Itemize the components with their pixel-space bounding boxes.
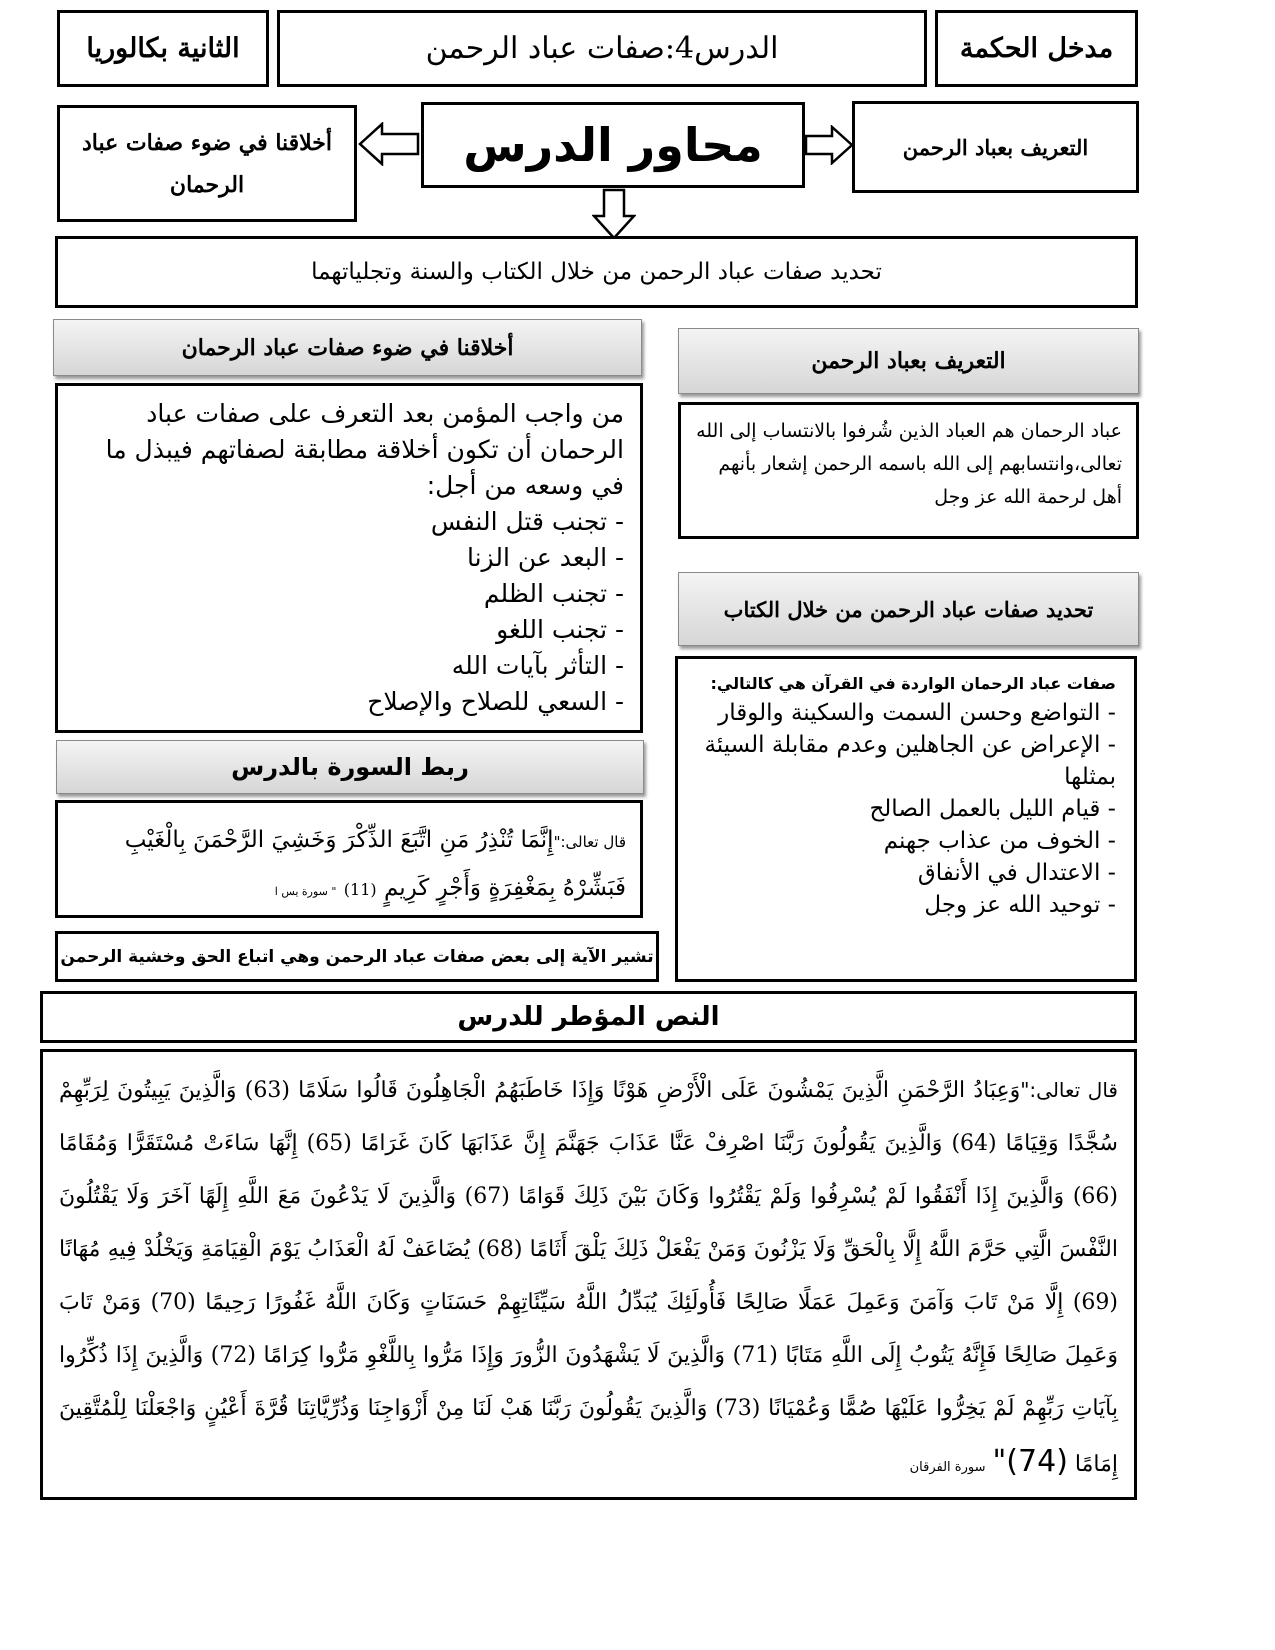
list-item: - تجنب اللغو — [74, 612, 624, 648]
level-box — [57, 10, 269, 87]
axis-qualities-box — [55, 236, 1138, 308]
qualities-box — [675, 656, 1137, 982]
verse-text: إِنَّمَا تُنْذِرُ مَنِ اتَّبَعَ الذِّكْرَ وَخَشِيَ الرَّحْمَنَ بِالْغَيْبِ فَبَشِّرْهُ بِمَغْفِرَةٍ وَأَجْرٍ كَرِيمٍ — [124, 827, 626, 901]
definition-text: عباد الرحمان هم العباد الذين شُرفوا بالانتساب إلى الله تعالى،وانتسابهم إلى الله باسمه الرحمن إشعار بأنهم أهل لرحمة الله عز وجل — [696, 420, 1122, 508]
list-item: - الإعراض عن الجاهلين وعدم مقابلة السيئة بمثلها — [696, 729, 1116, 793]
verse-ref: " سورة يس ا — [274, 885, 337, 898]
framing-text-title: النص المؤطر للدرس — [457, 1002, 720, 1032]
list-item: - تجنب الظلم — [74, 576, 624, 612]
surah-link-box — [55, 800, 643, 918]
framing-text-body: وَعِبَادُ الرَّحْمَنِ الَّذِينَ يَمْشُونَ عَلَى الْأَرْضِ هَوْنًا وَإِذَا خَاطَبَهُمُ الْجَاهِلُونَ قَالُوا سَلَامًا (63) وَالَّذِينَ يَبِيتُونَ لِرَبِّهِمْ سُجَّدًا وَقِيَامًا (64) وَالَّذِينَ يَقُولُونَ رَبَّنَا اصْرِفْ عَنَّا عَذَابَ جَهَنَّمَ إِنَّ عَذَابَهَا كَانَ غَرَامًا (65) إِنَّهَا سَاءَتْ مُسْتَقَرًّا وَمُقَامًا (66) وَالَّذِينَ إِذَا أَنْفَقُوا لَمْ يُسْرِفُوا وَلَمْ يَقْتُرُوا وَكَانَ بَيْنَ ذَلِكَ قَوَامًا (67) وَالَّذِينَ لَا يَدْعُونَ مَعَ اللَّهِ إِلَهًا آخَرَ وَلَا يَقْتُلُونَ النَّفْسَ الَّتِي حَرَّمَ اللَّهُ إِلَّا بِالْحَقِّ وَلَا يَزْنُونَ وَمَنْ يَفْعَلْ ذَلِكَ يَلْقَ أَثَامًا (68) يُضَاعَفْ لَهُ الْعَذَابُ يَوْمَ الْقِيَامَةِ وَيَخْلُدْ فِيهِ مُهَانًا (69) إِلَّا مَنْ تَابَ وَآمَنَ وَعَمِلَ عَمَلًا صَالِحًا فَأُولَئِكَ يُبَدِّلُ اللَّهُ سَيِّئَاتِهِمْ حَسَنَاتٍ وَكَانَ اللَّهُ غَفُورًا رَحِيمًا (70) وَمَنْ تَابَ وَعَمِلَ صَالِحًا فَإِنَّهُ يَتُوبُ إِلَى اللَّهِ مَتَابًا (71) وَالَّذِينَ لَا يَشْهَدُونَ الزُّورَ وَإِذَا مَرُّوا بِاللَّغْوِ مَرُّوا كِرَامًا (72) وَالَّذِينَ إِذَا ذُكِّرُوا بِآيَاتِ رَبِّهِمْ لَمْ يَخِرُّوا عَلَيْهَا صُمًّا وَعُمْيَانًا (73) وَالَّذِينَ يَقُولُونَ رَبَّنَا هَبْ لَنَا مِنْ أَزْوَاجِنَا وَذُرِّيَّاتِنَا قُرَّةَ أَعْيُنٍ وَاجْعَلْنَا لِلْمُتَّقِينَ إِمَامًا — [59, 1078, 1119, 1477]
definition-box — [678, 402, 1139, 539]
verse-number: (11) — [343, 880, 377, 899]
qualities-list — [696, 697, 1116, 921]
definition-heading-text: التعريف بعباد الرحمن — [811, 348, 1006, 374]
axis-qualities-label: تحديد صفات عباد الرحمن من خلال الكتاب والسنة وتجلياتهما — [311, 259, 882, 285]
definition-heading — [678, 328, 1139, 394]
list-item: - التأثر بآيات الله — [74, 648, 624, 684]
list-item: - التواضع وحسن السمت والسكينة والوقار — [696, 697, 1116, 729]
surah-note-text: تشير الآية إلى بعض صفات عباد الرحمن وهي اتباع الحق وخشية الرحمن — [60, 946, 654, 967]
axis-definition-box — [852, 101, 1139, 193]
list-item: - توحيد الله عز وجل — [696, 889, 1116, 921]
verse-prefix: قال تعالى:" — [553, 833, 626, 851]
framing-text-box — [40, 1049, 1137, 1500]
list-item: - السعي للصلاح والإصلاح — [74, 684, 624, 720]
down-arrow-icon — [592, 188, 636, 240]
ethics-intro: من واجب المؤمن بعد التعرف على صفات عباد الرحمان أن تكون أخلاقة مطابقة لصفاتهم فيبذل ما في وسعه من أجل: — [105, 399, 624, 500]
level-label: الثانية بكالوريا — [86, 33, 240, 64]
lesson-title: الدرس4:صفات عباد الرحمن — [425, 31, 779, 66]
ethics-box — [55, 383, 643, 733]
unit-box — [935, 10, 1138, 87]
ethics-heading — [53, 319, 642, 376]
list-item: - تجنب قتل النفس — [74, 504, 624, 540]
axis-ethics-box — [57, 105, 357, 222]
ethics-list — [74, 504, 624, 720]
framing-text-number: (74)" — [992, 1444, 1068, 1479]
qualities-heading — [678, 572, 1139, 646]
surah-note-box — [55, 931, 659, 982]
qualities-heading-text: تحديد صفات عباد الرحمن من خلال الكتاب — [723, 596, 1094, 622]
lesson-title-box — [277, 10, 927, 87]
surah-link-heading-text: ربط السورة بالدرس — [231, 753, 469, 781]
surah-link-heading — [56, 740, 644, 794]
qualities-intro: صفات عباد الرحمان الواردة في القرآن هي كالتالي: — [710, 674, 1116, 693]
framing-text-heading — [40, 991, 1137, 1043]
list-item: - قيام الليل بالعمل الصالح — [696, 793, 1116, 825]
ethics-heading-text: أخلاقنا في ضوء صفات عباد الرحمان — [181, 334, 514, 361]
unit-label: مدخل الحكمة — [959, 33, 1114, 64]
framing-text-prefix: قال تعالى:" — [1020, 1078, 1118, 1102]
left-arrow-icon — [358, 122, 420, 166]
list-item: - الخوف من عذاب جهنم — [696, 825, 1116, 857]
axes-center-box — [421, 102, 805, 188]
list-item: - الاعتدال في الأنفاق — [696, 857, 1116, 889]
axis-definition-label: التعريف بعباد الرحمن — [902, 134, 1089, 160]
axis-ethics-label: أخلاقنا في ضوء صفات عباد الرحمان — [81, 129, 333, 198]
framing-text-ref: سورة الفرقان — [909, 1460, 986, 1475]
right-arrow-icon — [804, 125, 854, 165]
list-item: - البعد عن الزنا — [74, 540, 624, 576]
axes-center-title: محاور الدرس — [463, 118, 763, 172]
